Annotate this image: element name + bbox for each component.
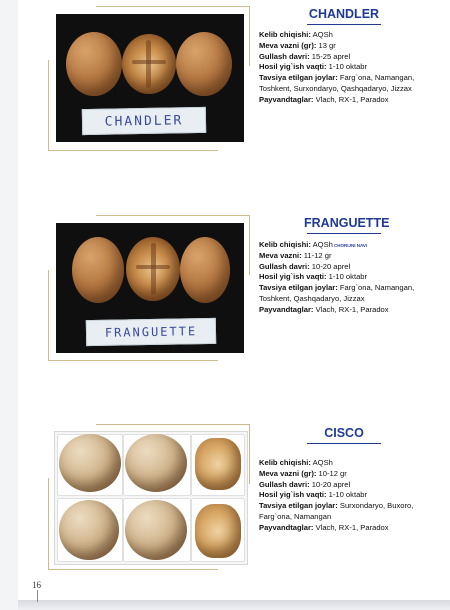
- overlay-text: CHORIJNI NAVI: [334, 243, 368, 248]
- info-regions: Tavsiya etilgan joylar: Farg`ona, Namangan, Toshkent, Surxondaryo, Qashqadaryo, Jizzax: [259, 73, 415, 93]
- walnut-kernels: [195, 438, 241, 490]
- photo-frame-bottom: [48, 150, 218, 151]
- info-weight: Meva vazni (gr): 13 gr: [259, 40, 336, 50]
- info-rootstocks: Payvandtaglar: Vlach, RX-1, Paradox: [259, 304, 389, 314]
- walnut-shell: [66, 32, 122, 96]
- variety-title: FRANGUETTE: [304, 216, 390, 230]
- info-origin: Kelib chiqishi: AQSh: [259, 458, 333, 467]
- walnut-shell: [125, 434, 187, 492]
- page-edge: [18, 600, 450, 610]
- info-harvest: Hosil yig`ish vaqti: 1-10 oktabr: [259, 272, 368, 282]
- variety-info: [259, 30, 444, 106]
- info-rootstocks: Payvandtaglar: Vlach, RX-1, Paradox: [259, 522, 389, 532]
- walnut-shell: [125, 500, 187, 560]
- photo-label-text: FRANGUETTE: [104, 324, 198, 340]
- photo-frame-right: [249, 6, 250, 66]
- photo-frame-top: [96, 215, 250, 216]
- photo-frame-left: [48, 270, 49, 360]
- title-underline: [307, 443, 381, 444]
- info-regions: Tavsiya etilgan joylar: Surxondaryo, Buxoro, Farg`ona, Namangan: [259, 501, 414, 521]
- photo-frame-left: [48, 60, 49, 150]
- chandler-photo: [56, 14, 244, 142]
- walnut-kernels: [195, 504, 241, 558]
- walnut-shell: [59, 434, 121, 492]
- title-underline: [307, 24, 381, 25]
- info-flowering: Gullash davri: 10-20 aprel: [259, 479, 351, 489]
- info-weight: Meva vazni (gr): 10-12 gr: [259, 468, 347, 478]
- info-rootstocks: Payvandtaglar: Vlach, RX-1, Paradox: [259, 94, 389, 104]
- walnut-shell: [72, 237, 124, 303]
- info-origin: Kelib chiqishi: AQSh: [259, 30, 333, 39]
- walnut-shell: [59, 500, 119, 560]
- variety-title: CISCO: [324, 426, 364, 440]
- photo-frame-bottom: [48, 569, 218, 570]
- walnut-kernel-half: [122, 34, 176, 94]
- photo-label-card: [86, 318, 216, 346]
- photo-frame-top: [96, 424, 250, 425]
- photo-frame-right: [249, 424, 250, 484]
- page-number-rule: [37, 590, 38, 602]
- variety-title: CHANDLER: [308, 7, 380, 21]
- photo-label-text: CHANDLER: [104, 112, 184, 130]
- variety-info: [259, 240, 444, 316]
- info-origin: Kelib chiqishi: AQSh CHORIJNI NAVI: [259, 240, 444, 251]
- photo-frame-top: [96, 6, 250, 7]
- photo-label-card: [82, 107, 206, 135]
- variety-info: [259, 458, 444, 534]
- walnut-kernel-half: [126, 237, 180, 301]
- walnut-shell: [180, 237, 230, 303]
- title-underline: [307, 233, 381, 234]
- info-harvest: Hosil yig`ish vaqti: 1-10 oktabr: [259, 490, 368, 500]
- info-weight: Meva vazni: 11-12 gr: [259, 250, 332, 260]
- photo-frame-right: [249, 215, 250, 275]
- photo-frame-bottom: [48, 360, 218, 361]
- franguette-photo: [56, 223, 244, 353]
- info-flowering: Gullash davri: 10-20 aprel: [259, 261, 351, 271]
- page-number: 16: [32, 580, 41, 590]
- info-harvest: Hosil yig`ish vaqti: 1-10 oktabr: [259, 62, 368, 72]
- photo-frame-left: [48, 478, 49, 569]
- cisco-photo: [54, 431, 248, 565]
- walnut-shell: [176, 32, 232, 96]
- info-flowering: Gullash davri: 15-25 aprel: [259, 51, 351, 61]
- info-regions: Tavsiya etilgan joylar: Farg`ona, Namangan, Toshkent, Qashqadaryo, Jizzax: [259, 283, 415, 303]
